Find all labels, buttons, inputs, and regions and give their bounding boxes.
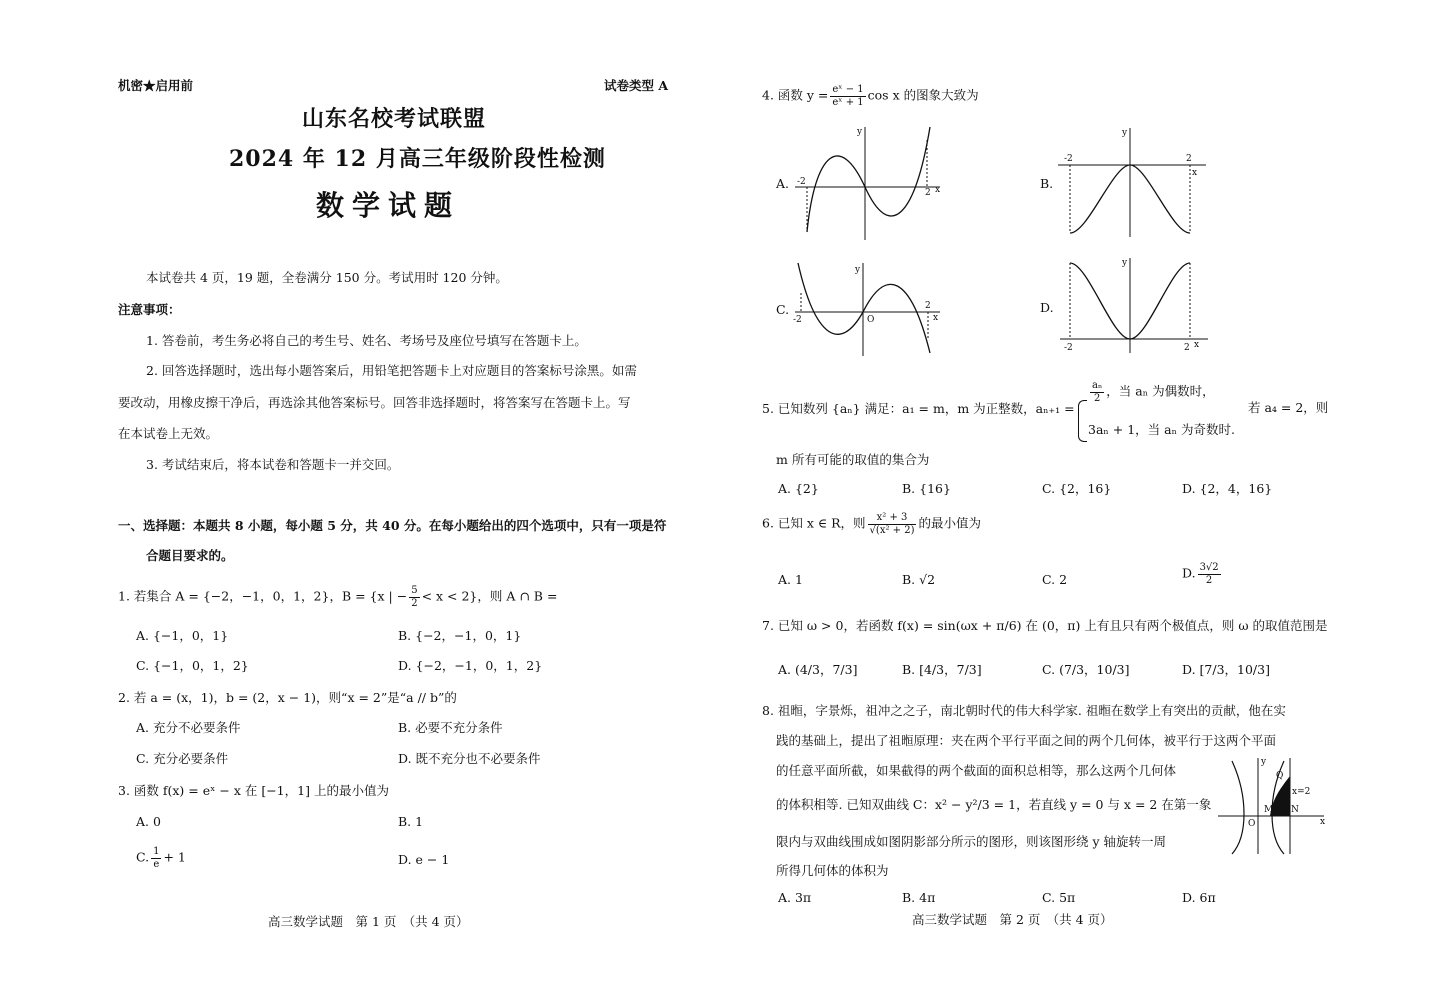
note-2-line-2: 要改动，用橡皮擦干净后，再选涂其他答案标号。回答非选择题时，将答案写在答题卡上。写 (118, 395, 631, 410)
question-2-option-d: D. 既不充分也不必要条件 (398, 751, 541, 766)
question-4-option-b-label: B. (1040, 176, 1054, 191)
page-1-footer: 高三数学试题 第 1 页 （共 4 页） (268, 914, 469, 929)
point-n-label: N (1291, 805, 1299, 815)
question-1-option-c: C. {−1，0，1，2} (136, 658, 249, 673)
question-6: 6. 已知 x ∈ R，则 $\frac{\text{x² + 3}}{\text{√(x² + 2)}}$ 的最小值为 (762, 512, 981, 536)
hyperbola-left-branch (1232, 761, 1244, 854)
x-axis-label: x (1192, 168, 1198, 178)
point-q-label: Q (1276, 771, 1284, 781)
origin-label: O (867, 315, 875, 325)
question-8-line-2: 践的基础上，提出了祖暅原理：夹在两个平行平面之间的两个几何体，被平行于这两个平面 (776, 733, 1277, 748)
point-m-label: M (1264, 805, 1274, 815)
subject-title: 数学试题 (316, 189, 461, 222)
question-4-option-c-label: C. (776, 302, 790, 317)
question-5-option-b: B. {16} (902, 481, 951, 496)
question-8-line-4: 的体积相等. 已知双曲线 C：x² − y²/3 = 1，若直线 y = 0 与 x = 2 在第一象 (776, 797, 1212, 812)
question-1-option-d: D. {−2，−1，0，1，2} (398, 658, 543, 673)
y-axis-label: y (1261, 757, 1267, 767)
question-7: 7. 已知 ω > 0，若函数 f(x) = sin(ωx + π/6) 在 (0，π) 上有且只有两个极值点，则 ω 的取值范围是 (762, 618, 1328, 633)
question-4-graph-a (795, 122, 945, 242)
note-3: 3. 考试结束后，将本试卷和答题卡一并交回。 (146, 457, 400, 472)
exam-session-title: 2024 年 12 月高三年级阶段性检测 (229, 146, 606, 172)
question-8-option-a: A. 3π (778, 890, 812, 905)
tick-label-neg2: -2 (1064, 343, 1073, 353)
y-axis-label: y (1122, 128, 1128, 138)
question-8-line-6: 所得几何体的体积为 (776, 863, 889, 878)
question-2-option-b: B. 必要不充分条件 (398, 720, 503, 735)
tick-label-neg2: -2 (793, 315, 802, 325)
tick-label-pos2: 2 (925, 188, 931, 198)
question-3-option-c: C. $\frac{1}{e}$ + 1 (136, 846, 186, 870)
question-5-line-2: m 所有可能的取值的集合为 (776, 452, 930, 467)
x-axis-label: x (933, 313, 939, 323)
question-4-option-a-label: A. (776, 176, 790, 191)
question-6-fraction: $\frac{\text{x² + 3}}{\text{√(x² + 2)}}$ (869, 512, 915, 536)
question-3-option-a: A. 0 (136, 814, 161, 829)
question-2-option-a: A. 充分不必要条件 (136, 720, 241, 735)
question-4: 4. 函数 y = $\frac{\text{eˣ − 1}}{\text{eˣ + 1}}$ cos x 的图象大致为 (762, 84, 979, 108)
question-3: 3. 函数 f(x) = eˣ − x 在 [−1，1] 上的最小值为 (118, 783, 389, 798)
note-2-line-3: 在本试卷上无效。 (118, 426, 219, 441)
question-8-hyperbola-figure (1218, 756, 1326, 856)
question-7-option-d: D. [7/3，10/3] (1182, 662, 1270, 677)
question-5-case-2: 3aₙ + 1，当 aₙ 为奇数时. (1088, 422, 1235, 437)
curve (807, 127, 930, 232)
question-5-condition: 若 a₄ = 2，则 (1248, 400, 1329, 415)
question-6-option-b: B. √2 (902, 572, 936, 587)
question-5-option-a: A. {2} (778, 481, 819, 496)
question-5-stem: 5. 已知数列 {aₙ} 满足：a₁ = m，m 为正整数，aₙ₊₁ = (762, 401, 1075, 416)
question-6-option-d: D. $\frac{3√2}{2}$ (1182, 562, 1219, 586)
tick-label-neg2: -2 (1064, 154, 1073, 164)
question-4-graph-c (795, 258, 945, 358)
tick-label-pos2: 2 (1184, 343, 1190, 353)
question-5-case-1: $\frac{\text{aₙ}}{2}$ ，当 aₙ 为偶数时， (1092, 380, 1215, 404)
question-6-option-c: C. 2 (1042, 572, 1068, 587)
piecewise-brace (1078, 400, 1087, 442)
question-5-option-d: D. {2，4，16} (1182, 481, 1273, 496)
page-2-footer: 高三数学试题 第 2 页 （共 4 页） (912, 912, 1113, 927)
notes-heading: 注意事项： (118, 302, 181, 317)
paper-type-label: 试卷类型 A (604, 78, 669, 93)
line-label: x=2 (1292, 787, 1311, 797)
origin-label: O (1248, 819, 1256, 829)
question-4-graph-b (1058, 125, 1208, 240)
question-7-option-a: A. (4/3，7/3] (778, 662, 858, 677)
question-1-option-a: A. {−1，0，1} (136, 628, 229, 643)
question-7-option-b: B. [4/3，7/3] (902, 662, 982, 677)
curve (798, 263, 930, 353)
question-3-option-c-fraction: $\frac{1}{e}$ (153, 846, 160, 870)
question-4-option-d-label: D. (1040, 300, 1054, 315)
question-8-option-c: C. 5π (1042, 890, 1076, 905)
question-7-option-c: C. (7/3，10/3] (1042, 662, 1130, 677)
exam-intro: 本试卷共 4 页，19 题，全卷满分 150 分。考试用时 120 分钟。 (146, 270, 508, 285)
section-1-heading-line-2: 合题目要求的。 (146, 548, 234, 563)
y-axis-label: y (855, 265, 861, 275)
question-1-stem-post: < x < 2}，则 A ∩ B = (421, 588, 558, 604)
section-1-heading-line-1: 一、选择题：本题共 8 小题，每小题 5 分，共 40 分。在每小题给出的四个选项中，只有一项是符 (118, 518, 667, 533)
question-3-option-d: D. e − 1 (398, 852, 450, 867)
x-axis-label: x (1320, 817, 1326, 827)
y-axis-label: y (1122, 258, 1128, 268)
question-4-graph-d (1060, 255, 1210, 355)
question-3-option-b: B. 1 (398, 814, 424, 829)
question-8-option-b: B. 4π (902, 890, 936, 905)
question-4-fraction: $\frac{\text{eˣ − 1}}{\text{eˣ + 1}}$ (832, 84, 864, 108)
y-axis-label: y (857, 127, 863, 137)
question-8-line-1: 8. 祖暅，字景烁，祖冲之之子，南北朝时代的伟大科学家. 祖暅在数学上有突出的贡献，他在实 (762, 703, 1286, 718)
tick-label-pos2: 2 (1186, 154, 1192, 164)
note-2-line-1: 2. 回答选择题时，选出每小题答案后，用铅笔把答题卡上对应题目的答案标号涂黑。如需 (146, 363, 637, 378)
question-8-line-3: 的任意平面所截，如果截得的两个截面的面积总相等，那么这两个几何体 (776, 763, 1177, 778)
question-1-stem-pre: 1. 若集合 A = {−2，−1，0，1，2}，B = {x | − (118, 588, 408, 604)
question-8-line-5: 限内与双曲线围成如图阴影部分所示的图形，则该图形绕 y 轴旋转一周 (776, 834, 1167, 849)
question-1-fraction: $\frac{5}{2}$ (411, 585, 418, 609)
confidential-label: 机密★启用前 (118, 78, 194, 93)
x-axis-label: x (935, 185, 941, 195)
question-8-option-d: D. 6π (1182, 890, 1216, 905)
tick-label-pos2: 2 (925, 301, 931, 311)
exam-union-title: 山东名校考试联盟 (302, 106, 487, 132)
note-1: 1. 答卷前，考生务必将自己的考生号、姓名、考场号及座位号填写在答题卡上。 (146, 333, 587, 348)
question-2: 2. 若 a = (x，1)，b = (2，x − 1)，则“x = 2”是“a // b”的 (118, 690, 457, 705)
tick-label-neg2: -2 (797, 177, 806, 187)
question-1-option-b: B. {−2，−1，0，1} (398, 628, 522, 643)
x-axis-label: x (1194, 340, 1200, 350)
question-6-option-a: A. 1 (778, 572, 803, 587)
question-2-option-c: C. 充分必要条件 (136, 751, 229, 766)
question-1 (118, 585, 557, 609)
question-5-option-c: C. {2，16} (1042, 481, 1112, 496)
